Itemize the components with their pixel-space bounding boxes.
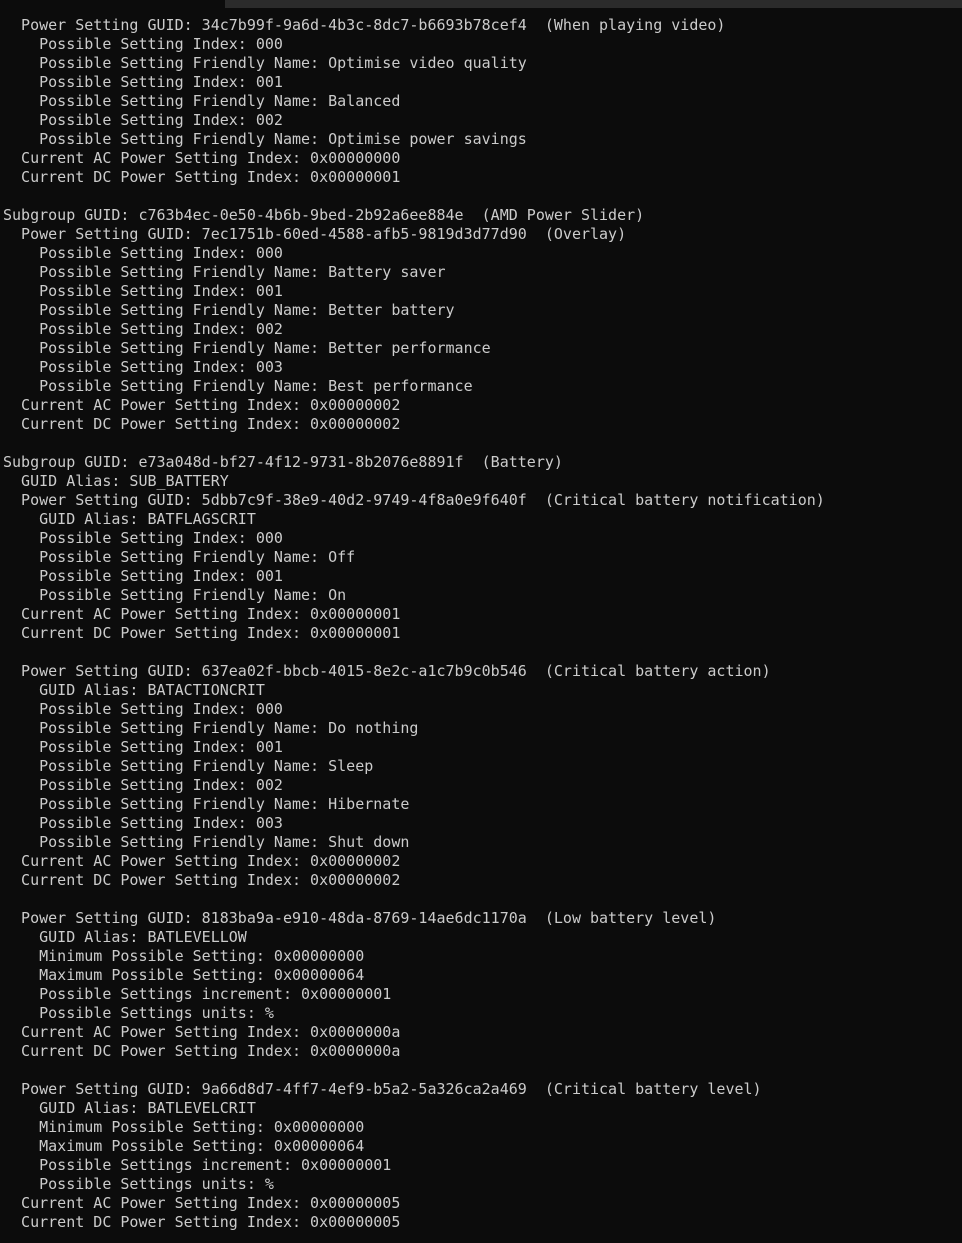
terminal-line: Power Setting GUID: 7ec1751b-60ed-4588-afb5-9819d3d77d90 (Overlay)	[3, 225, 627, 243]
terminal-line: GUID Alias: BATFLAGSCRIT	[3, 510, 256, 528]
horizontal-scrollbar[interactable]	[225, 0, 962, 8]
terminal-line	[3, 1061, 825, 1080]
terminal-line: Possible Setting Friendly Name: Sleep	[3, 757, 374, 775]
terminal-line: Possible Setting Index: 000	[3, 529, 283, 547]
terminal-line: GUID Alias: BATLEVELCRIT	[3, 1099, 256, 1117]
terminal-line: Possible Setting Friendly Name: Best performance	[3, 377, 473, 395]
terminal-line: Maximum Possible Setting: 0x00000064	[3, 1137, 365, 1155]
terminal-line: Possible Setting Index: 001	[3, 73, 283, 91]
terminal-line: Power Setting GUID: 637ea02f-bbcb-4015-8e2c-a1c7b9c0b546 (Critical battery action)	[3, 662, 771, 680]
terminal-line	[3, 643, 825, 662]
terminal-line: Current DC Power Setting Index: 0x00000002	[3, 871, 401, 889]
terminal-line: Possible Setting Index: 000	[3, 700, 283, 718]
terminal-line: Subgroup GUID: e73a048d-bf27-4f12-9731-8b2076e8891f (Battery)	[3, 453, 563, 471]
terminal-line: Possible Setting Index: 001	[3, 567, 283, 585]
terminal-line	[3, 890, 825, 909]
terminal-line: Possible Setting Index: 001	[3, 282, 283, 300]
terminal-line: Possible Setting Index: 003	[3, 814, 283, 832]
terminal-line: Power Setting GUID: 8183ba9a-e910-48da-8769-14ae6dc1170a (Low battery level)	[3, 909, 717, 927]
terminal-line: Possible Setting Friendly Name: Off	[3, 548, 356, 566]
terminal-line: Possible Setting Friendly Name: Optimise power savings	[3, 130, 527, 148]
terminal-line: Current DC Power Setting Index: 0x00000001	[3, 168, 401, 186]
terminal-line: Possible Setting Friendly Name: Battery saver	[3, 263, 446, 281]
terminal-line: Possible Setting Index: 002	[3, 320, 283, 338]
terminal-line: Possible Setting Friendly Name: Hibernate	[3, 795, 410, 813]
terminal-line: Possible Setting Friendly Name: Balanced	[3, 92, 401, 110]
terminal-line: Current AC Power Setting Index: 0x00000002	[3, 396, 401, 414]
terminal-line: Current DC Power Setting Index: 0x00000005	[3, 1213, 401, 1231]
terminal-line	[3, 434, 825, 453]
terminal-line: Possible Setting Friendly Name: On	[3, 586, 347, 604]
terminal-line: Possible Settings increment: 0x00000001	[3, 985, 392, 1003]
terminal-line: Subgroup GUID: c763b4ec-0e50-4b6b-9bed-2b92a6ee884e (AMD Power Slider)	[3, 206, 645, 224]
terminal-line: Possible Setting Index: 000	[3, 35, 283, 53]
terminal-line: Current DC Power Setting Index: 0x0000000a	[3, 1042, 401, 1060]
terminal-line: Power Setting GUID: 34c7b99f-9a6d-4b3c-8dc7-b6693b78cef4 (When playing video)	[3, 16, 726, 34]
terminal-line: Current AC Power Setting Index: 0x00000002	[3, 852, 401, 870]
terminal-line: Possible Setting Index: 001	[3, 738, 283, 756]
terminal-line	[3, 187, 825, 206]
terminal-line: Current AC Power Setting Index: 0x0000000a	[3, 1023, 401, 1041]
terminal-line: Current DC Power Setting Index: 0x00000001	[3, 624, 401, 642]
terminal-line: Possible Setting Index: 003	[3, 358, 283, 376]
terminal-line: Possible Setting Index: 002	[3, 111, 283, 129]
terminal-line: Possible Setting Friendly Name: Better battery	[3, 301, 455, 319]
terminal-line: Current DC Power Setting Index: 0x00000002	[3, 415, 401, 433]
terminal-line: Possible Setting Friendly Name: Better performance	[3, 339, 491, 357]
terminal-line: GUID Alias: SUB_BATTERY	[3, 472, 229, 490]
terminal-line: Minimum Possible Setting: 0x00000000	[3, 1118, 365, 1136]
terminal-line: Power Setting GUID: 5dbb7c9f-38e9-40d2-9749-4f8a0e9f640f (Critical battery notification)	[3, 491, 825, 509]
terminal-line: GUID Alias: BATACTIONCRIT	[3, 681, 265, 699]
terminal-line: Possible Setting Friendly Name: Do nothing	[3, 719, 419, 737]
terminal-line: Possible Setting Index: 000	[3, 244, 283, 262]
terminal-line: Current AC Power Setting Index: 0x00000001	[3, 605, 401, 623]
terminal-line: Possible Setting Index: 002	[3, 776, 283, 794]
terminal-line: Possible Settings units: %	[3, 1004, 274, 1022]
terminal-line: Possible Settings units: %	[3, 1175, 274, 1193]
terminal-line: Minimum Possible Setting: 0x00000000	[3, 947, 365, 965]
terminal-line: Possible Settings increment: 0x00000001	[3, 1156, 392, 1174]
terminal-line: Possible Setting Friendly Name: Optimise video quality	[3, 54, 527, 72]
terminal-line: Current AC Power Setting Index: 0x00000005	[3, 1194, 401, 1212]
terminal-line: Power Setting GUID: 9a66d8d7-4ff7-4ef9-b5a2-5a326ca2a469 (Critical battery level)	[3, 1080, 762, 1098]
terminal-line: Maximum Possible Setting: 0x00000064	[3, 966, 365, 984]
terminal-line: Current AC Power Setting Index: 0x00000000	[3, 149, 401, 167]
terminal-line: GUID Alias: BATLEVELLOW	[3, 928, 247, 946]
terminal-line: Possible Setting Friendly Name: Shut down	[3, 833, 410, 851]
terminal-output[interactable]	[3, 16, 825, 1232]
